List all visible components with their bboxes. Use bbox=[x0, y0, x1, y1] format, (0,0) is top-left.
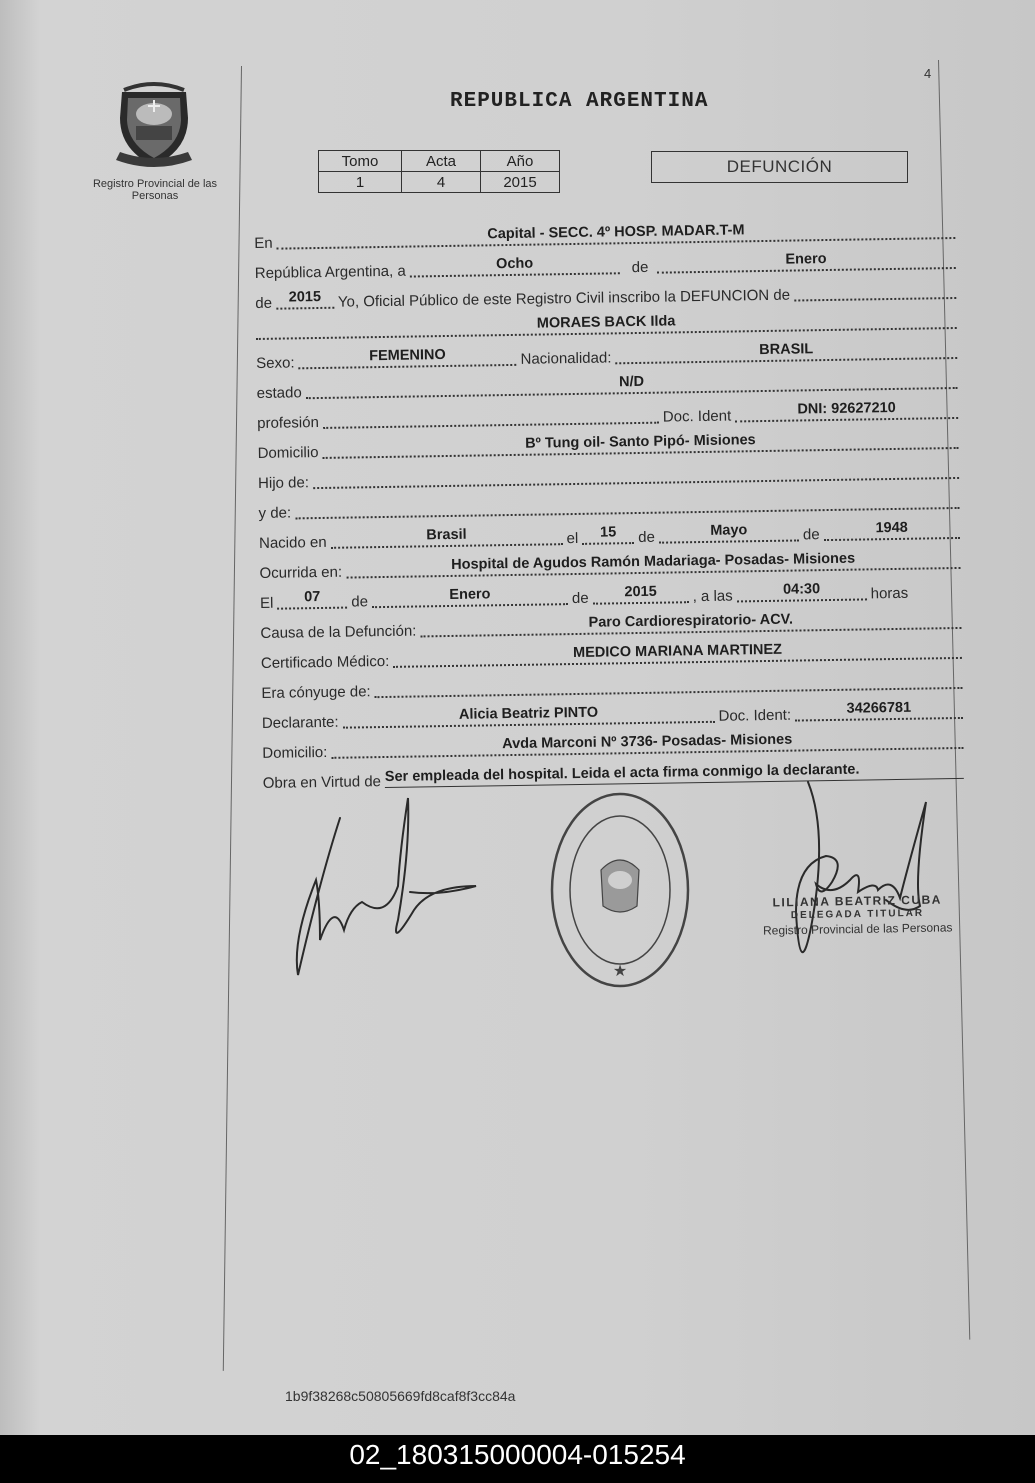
official-signature bbox=[290, 790, 490, 990]
lugar-field: Capital - SECC. 4º HOSP. MADAR.T-M bbox=[276, 219, 955, 250]
causa-label: Causa de la Defunción: bbox=[260, 622, 417, 642]
dia-field: Ocho bbox=[410, 254, 620, 277]
anio-field: 2015 bbox=[276, 289, 334, 310]
certificado-field: MEDICO MARIANA MARTINEZ bbox=[393, 639, 962, 668]
domicilio2-label: Domicilio: bbox=[262, 743, 328, 762]
de-label: de bbox=[802, 526, 820, 544]
domicilio-label: Domicilio bbox=[257, 444, 319, 462]
tomo-value: 1 bbox=[319, 172, 402, 193]
inscribo-text: Yo, Oficial Público de este Registro Civil inscribo la DEFUNCION de bbox=[337, 286, 791, 311]
de-label: de bbox=[571, 589, 589, 608]
declarante-field: Alicia Beatriz PINTO bbox=[342, 703, 714, 729]
nacido-en-field: Brasil bbox=[330, 525, 562, 549]
ocurrida-label: Ocurrida en: bbox=[259, 563, 343, 582]
doc-label: Doc. Ident bbox=[662, 407, 732, 426]
yde-label: y de: bbox=[258, 504, 292, 522]
el2-label: El bbox=[259, 594, 274, 612]
register-table bbox=[318, 150, 560, 193]
acta-header: Acta bbox=[402, 151, 481, 172]
delegate-office: Registro Provincial de las Personas bbox=[762, 920, 953, 938]
doc-field: DNI: 92627210 bbox=[735, 399, 958, 422]
registry-seal bbox=[545, 788, 695, 993]
page-number: 4 bbox=[924, 66, 932, 81]
inscribo-blank bbox=[794, 279, 956, 302]
sexo-field: FEMENINO bbox=[298, 346, 516, 369]
def-mes-field: Enero bbox=[372, 585, 568, 608]
de-label: de bbox=[351, 593, 369, 611]
document-title: REPUBLICA ARGENTINA bbox=[450, 90, 709, 113]
hijo-label: Hijo de: bbox=[257, 474, 310, 492]
def-anio-field: 2015 bbox=[592, 583, 688, 605]
tomo-header: Tomo bbox=[319, 151, 402, 172]
nacido-label: Nacido en bbox=[258, 533, 327, 552]
en-label: En bbox=[254, 234, 273, 252]
de-label: de bbox=[631, 258, 649, 277]
register-header-row bbox=[319, 151, 560, 172]
nac-dia-field: 15 bbox=[582, 524, 634, 545]
nac-anio-field: 1948 bbox=[823, 519, 960, 541]
de-label: de bbox=[255, 294, 273, 312]
register-value-row bbox=[319, 172, 560, 193]
left-margin-line bbox=[223, 66, 242, 1371]
footer-id-bar bbox=[0, 1435, 1035, 1483]
document-hash: 1b9f38268c50805669fd8caf8f3cc84a bbox=[285, 1388, 516, 1404]
estado-field: N/D bbox=[306, 369, 958, 399]
delegate-stamp bbox=[760, 892, 956, 937]
delegate-name: LILIANA BEATRIZ CUBA bbox=[772, 892, 943, 910]
alas-label: , a las bbox=[692, 587, 733, 606]
anio-header: Año bbox=[481, 151, 560, 172]
profesion-label: profesión bbox=[257, 414, 320, 432]
anio-value: 2015 bbox=[481, 172, 560, 193]
def-dia-field: 07 bbox=[277, 589, 347, 610]
nac-mes-field: Mayo bbox=[659, 521, 799, 543]
nombre-field: MORAES BACK Ilda bbox=[256, 309, 957, 340]
sexo-label: Sexo: bbox=[256, 354, 295, 372]
obra-field: Ser empleada del hospital. Leida el acta firma conmigo la declarante. bbox=[385, 760, 964, 788]
svg-text:★: ★ bbox=[612, 961, 628, 980]
nacionalidad-field: BRASIL bbox=[615, 339, 957, 364]
profesion-field bbox=[323, 404, 659, 429]
hora-field: 04:30 bbox=[736, 580, 866, 602]
domicilio-field: Bº Tung oil- Santo Pipó- Misiones bbox=[322, 429, 958, 459]
certificado-label: Certificado Médico: bbox=[260, 652, 390, 672]
crest-caption: Registro Provincial de las Personas bbox=[92, 178, 218, 202]
causa-field: Paro Cardiorespiratorio- ACV. bbox=[420, 609, 961, 637]
delegate-signature bbox=[760, 772, 970, 987]
delegate-title: DELEGADA TITULAR bbox=[790, 907, 925, 922]
domicilio2-field: Avda Marconi Nº 3736- Posadas- Misiones bbox=[331, 729, 963, 759]
mes-field: Enero bbox=[656, 249, 956, 274]
estado-label: estado bbox=[256, 384, 302, 402]
el-label: el bbox=[566, 529, 579, 548]
horas-label: horas bbox=[870, 584, 909, 603]
footer-id: 02_180315000004-015254 bbox=[349, 1439, 686, 1470]
death-record-form bbox=[254, 211, 968, 792]
republica-label: República Argentina, a bbox=[254, 262, 406, 282]
conyuge-label: Era cónyuge de: bbox=[261, 683, 371, 702]
doc2-field: 34266781 bbox=[795, 699, 963, 722]
record-type-box: DEFUNCIÓN bbox=[651, 151, 908, 183]
province-crest bbox=[108, 78, 200, 170]
ocurrida-field: Hospital de Agudos Ramón Madariaga- Posadas- Misiones bbox=[346, 549, 961, 579]
nacionalidad-label: Nacionalidad: bbox=[520, 349, 612, 368]
doc2-label: Doc. Ident: bbox=[718, 706, 792, 725]
obra-label: Obra en Virtud de bbox=[262, 773, 382, 792]
de-label: de bbox=[638, 528, 656, 547]
acta-value: 4 bbox=[402, 172, 481, 193]
declarante-label: Declarante: bbox=[261, 713, 339, 732]
